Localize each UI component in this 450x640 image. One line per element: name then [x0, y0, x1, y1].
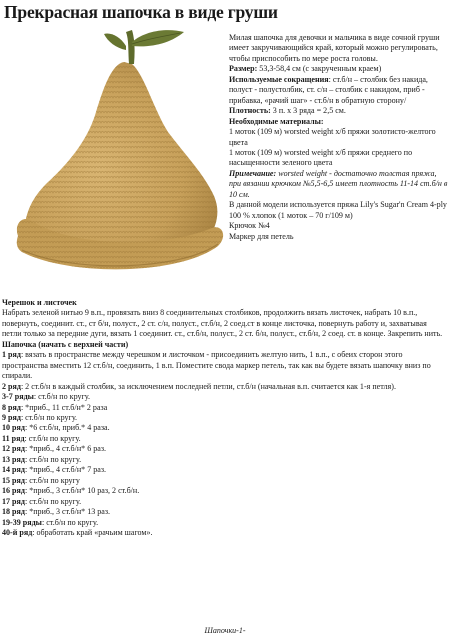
instruction-row: 11 ряд: ст.б/н по кругу. — [2, 433, 81, 443]
instruction-row: 19-39 ряды: ст.б/н по кругу. — [2, 517, 99, 527]
note: Примечание: worsted weight - достаточно толстая пряжа, при вязании крючком №5,5-6,5 имеет плотность 11-14 ст.б/н в 10 см. — [229, 168, 448, 199]
density-line: Плотность: 3 п. х 3 ряда = 2,5 см. — [229, 106, 346, 116]
instruction-row: 16 ряд: *приб., 3 ст.б/н* 10 раз, 2 ст.б/н. — [2, 486, 140, 496]
instruction-row: 12 ряд: *приб., 4 ст.б/н* 6 раз. — [2, 444, 107, 454]
instruction-row: 10 ряд: *6 ст.б/н, приб.* 4 раза. — [2, 423, 110, 433]
instruction-row: 18 ряд: *приб., 3 ст.б/н* 13 раз. — [2, 507, 111, 517]
material-item: 1 моток (109 м) worsted weight х/б пряжи золотисто-желтого цвета — [229, 127, 436, 147]
page-title: Прекрасная шапочка в виде груши — [4, 2, 278, 22]
instruction-row: 2 ряд: 2 ст.б/н в каждый столбик, за исключением последней петли, ст.б/н (начальная в.п. считается как 1-я петля). — [2, 381, 396, 391]
hat-leaf — [132, 30, 184, 46]
stem-instructions: Набрать зеленой нитью 9 в.п., провязать вниз 8 соединительных столбиков, продолжить вязать листочек, набрать 10 в.п., повернуть, соединит. ст., ст б/н, полуст., 2 ст. с/н, полуст., ст.б/н, 2 соед.ст в конце листочка, повернуть работу и, захватывая петли только за передние дуги, вязать 1 соединит. ст., ст.б/н, полуст., 2 ст. б/н, полуст., ст.б/н, 2 соед. ст. в конце. Закрепить нить. — [2, 308, 443, 339]
instruction-row: 40-й ряд: обработать край «рачьим шагом». — [2, 527, 153, 537]
instruction-row: 15 ряд: ст.б/н по кругу — [2, 475, 80, 485]
cap-heading: Шапочка (начать с верхней части) — [2, 339, 129, 349]
materials-column — [229, 33, 448, 242]
instruction-row: 13 ряд: ст.б/н по кругу. — [2, 454, 82, 464]
marker-line: Маркер для петель — [229, 231, 294, 241]
hat-leaf-small — [104, 34, 126, 51]
instruction-row: 14 ряд: *приб., 4 ст.б/н* 7 раз. — [2, 465, 107, 475]
instruction-row: 1 ряд: вязать в пространстве между черешком и листочком - присоединить желтую нить, 1 в.п., с обеих сторон этого пространства вместить 12 ст.б/н, соединить, 1 в.п. Поместите свода маркер петель, так как вы будете вязать шапочку вниз по спирали. — [2, 350, 431, 381]
size-line: Размер: 53,3-58,4 см (с закрученным краем) — [229, 64, 382, 74]
hat-stem — [126, 30, 135, 64]
instruction-row: 9 ряд: ст.б/н по кругу. — [2, 412, 78, 422]
instruction-row: 17 ряд: ст.б/н по кругу. — [2, 496, 82, 506]
stem-heading: Черешок и листочек — [2, 298, 77, 307]
material-item: 1 моток (109 м) worsted weight х/б пряжи среднего по насыщенности зеленого цвета — [229, 147, 413, 168]
yarn-info: В данной модели используется пряжа Lily's Sugar'n Cream 4-ply 100 % хлопок (1 моток – 70 г/109 м) — [229, 200, 447, 220]
abbreviations: Используемые сокращения: ст.б/н – столбик без накида, полуст - полустолбик, ст. с/н – столбик с накидом, приб - прибавка, «рачий шаг» - ст.б/н в обратную сторону/ — [229, 74, 428, 105]
instruction-row: 3-7 ряды: ст.б/н по кругу. — [2, 392, 91, 402]
hook-line: Крючок №4 — [229, 221, 270, 231]
materials-heading: Необходимые материалы: — [229, 116, 324, 126]
intro-text: Милая шапочка для девочки и мальчика в виде сочной груши имеет закручивающийся край, который можно регулировать, чтобы приспособить по мере роста головы. — [229, 33, 440, 63]
instructions — [2, 298, 448, 538]
row-list — [2, 350, 448, 538]
instruction-row: 8 ряд: *приб., 11 ст.б/н* 2 раза — [2, 402, 108, 412]
page-footer: Шапочки-1- — [204, 626, 246, 635]
pear-hat-photo — [8, 24, 226, 292]
